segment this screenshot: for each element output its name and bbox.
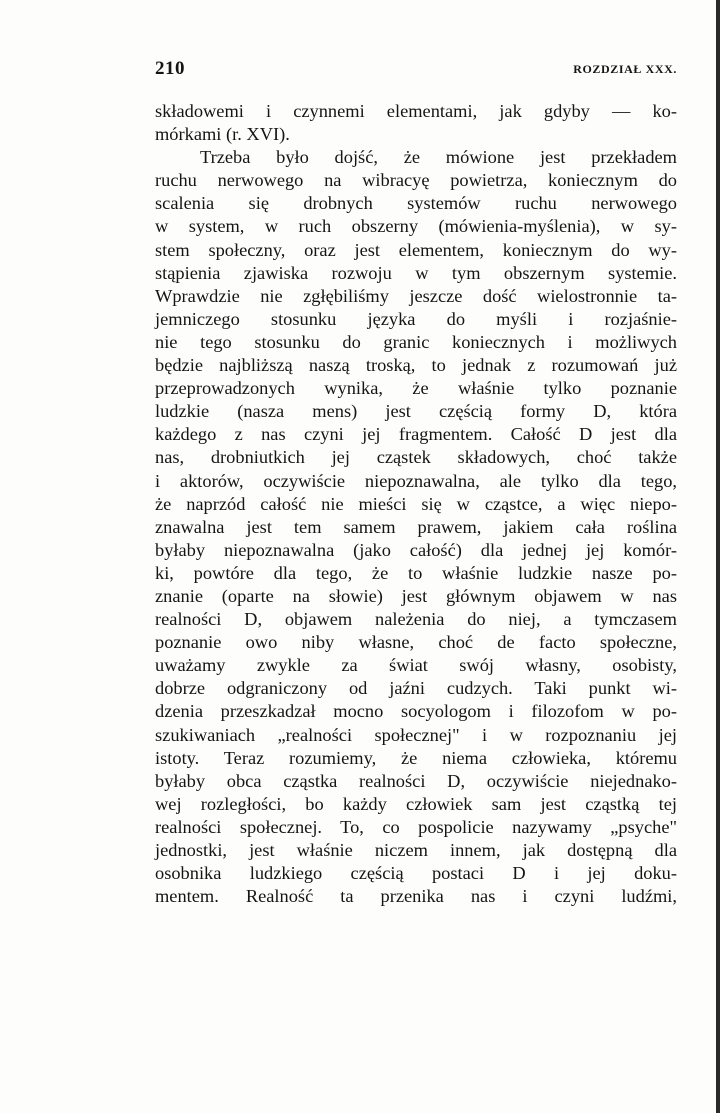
text-line: ludzkie (nasza mens) jest częścią formy D, która — [155, 401, 677, 422]
text-line: realności społecznej. To, co pospolicie nazywamy „psyche" — [155, 816, 677, 837]
text-line: nie tego stosunku do granic koniecznych i możliwych — [155, 331, 677, 352]
text-line: składowemi i czynnemi elementami, jak gdyby — ko- — [155, 101, 677, 121]
text-line: wej rozległości, bo każdy człowiek sam jest cząstką tej — [155, 793, 677, 814]
text-line: jemniczego stosunku języka do myśli i rozjaśnie- — [155, 308, 677, 329]
text-line: mórkami (r. XVI). — [155, 124, 290, 145]
running-head: ROZDZIAŁ XXX. — [573, 62, 677, 76]
text-line: jednostki, jest właśnie niczem innem, jak dostępną dla — [155, 840, 677, 860]
body-text — [155, 100, 677, 908]
text-line: byłaby obca cząstka realności D, oczywiście niejednako- — [155, 770, 677, 791]
text-line: realności D, objawem należenia do niej, a tymczasem — [155, 609, 677, 630]
text-line: mentem. Realność ta przenika nas i czyni ludźmi, — [155, 886, 677, 907]
text-line: uważamy zwykle za świat swój własny, osobisty, — [155, 655, 677, 676]
text-line: Trzeba było dojść, że mówione jest przekładem — [200, 147, 677, 168]
text-line: szukiwaniach „realności społecznej" i w rozpoznaniu jej — [155, 724, 677, 745]
page-edge — [716, 0, 720, 1113]
text-line: stem społeczny, oraz jest elementem, koniecznym do wy- — [155, 239, 677, 260]
text-line: stąpienia zjawiska rozwoju w tym obszernym systemie. — [155, 262, 677, 283]
text-line: Wprawdzie nie zgłębiliśmy jeszcze dość wielostronnie ta- — [155, 285, 677, 306]
text-line: istoty. Teraz rozumiemy, że niema człowieka, któremu — [155, 747, 677, 768]
text-line: nas, drobniutkich jej cząstek składowych, choć także — [155, 447, 677, 468]
text-line: byłaby niepoznawalna (jako całość) dla jednej jej komór- — [155, 539, 677, 560]
text-line: w system, w ruch obszerny (mówienia-myślenia), w sy- — [155, 216, 677, 237]
text-line: osobnika ludzkiego częścią postaci D i jej doku- — [155, 863, 677, 884]
text-line: dzenia przeszkadzał mocno socyologom i filozofom w po- — [155, 701, 677, 722]
text-line: przeprowadzonych wynika, że właśnie tylko poznanie — [155, 378, 677, 399]
text-line: znanie (oparte na słowie) jest głównym objawem w nas — [155, 585, 677, 606]
text-line: ruchu nerwowego na wibracyę powietrza, koniecznym do — [155, 170, 677, 191]
text-line: ki, powtóre dla tego, że to właśnie ludzkie nasze po- — [155, 562, 677, 583]
text-line: będzie najbliższą naszą troską, to jednak z rozumowań już — [155, 355, 677, 376]
page-header — [155, 58, 677, 82]
page-number: 210 — [155, 58, 185, 79]
text-line: dobrze odgraniczony od jaźni cudzych. Taki punkt wi- — [155, 678, 677, 699]
text-line: znawalna jest tem samem prawem, jakiem cała roślina — [155, 516, 677, 537]
text-line: poznanie owo niby własne, choć de facto społeczne, — [155, 632, 677, 653]
text-line: każdego z nas czyni jej fragmentem. Całość D jest dla — [155, 424, 677, 445]
text-line: scalenia się drobnych systemów ruchu nerwowego — [155, 193, 677, 214]
text-line: że naprzód całość nie mieści się w cząstce, a więc niepo- — [155, 493, 677, 514]
text-line: i aktorów, oczywiście niepoznawalna, ale tylko dla tego, — [155, 470, 677, 491]
